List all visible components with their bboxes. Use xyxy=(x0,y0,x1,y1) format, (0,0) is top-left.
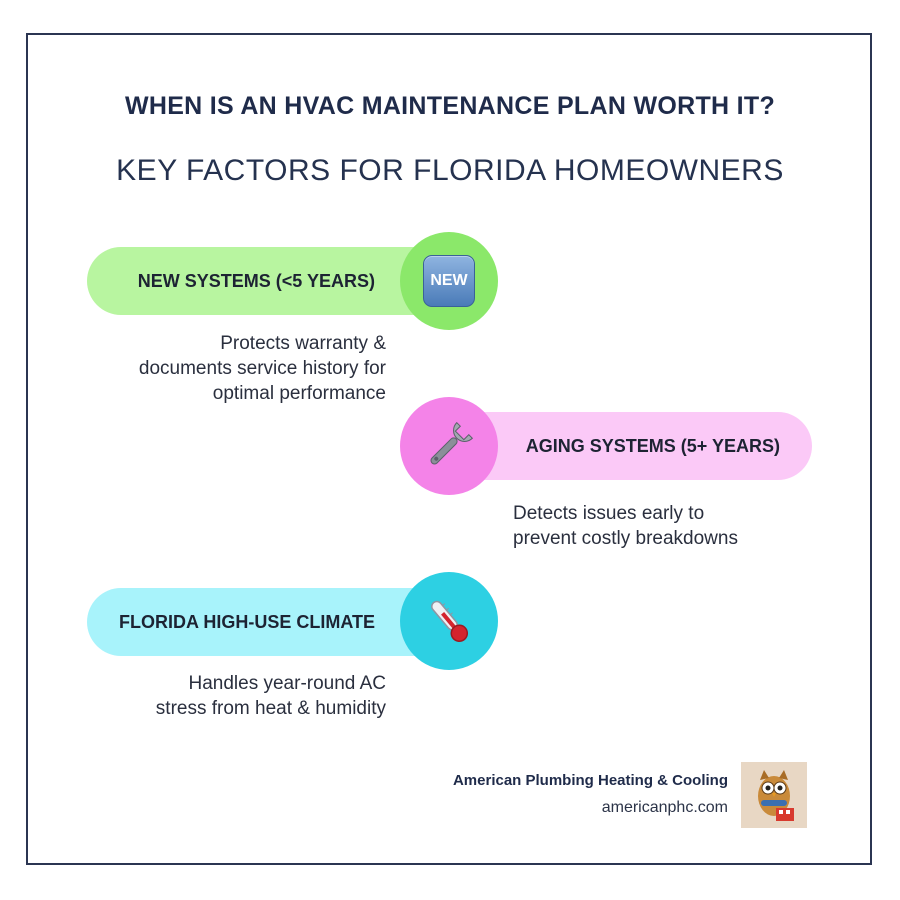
page-subtitle: KEY FACTORS FOR FLORIDA HOMEOWNERS xyxy=(116,154,784,187)
factor-florida-climate-label: FLORIDA HIGH-USE CLIMATE xyxy=(119,611,375,632)
company-name: American Plumbing Heating & Cooling xyxy=(452,772,728,789)
thermometer-icon xyxy=(421,593,477,649)
factor-aging-systems-circle xyxy=(400,397,498,495)
factor-new-systems-description: Protects warranty & documents service history for optimal performance xyxy=(138,333,386,404)
factor-new-systems-label: NEW SYSTEMS (<5 YEARS) xyxy=(137,270,375,291)
factor-florida-climate-circle xyxy=(400,572,498,670)
factor-aging-systems-description: Detects issues early to prevent costly breakdowns xyxy=(513,503,738,549)
owl-mascot-logo xyxy=(741,762,807,828)
factor-aging-systems-label: AGING SYSTEMS (5+ YEARS) xyxy=(525,435,780,456)
page-title: WHEN IS AN HVAC MAINTENANCE PLAN WORTH IT? xyxy=(124,92,776,120)
new-badge-icon: NEW xyxy=(423,255,475,307)
factor-florida-climate-description: Handles year-round AC stress from heat & humidity xyxy=(155,673,386,719)
company-url[interactable]: americanphc.com xyxy=(601,799,728,816)
wrench-icon xyxy=(421,418,477,474)
factor-new-systems-circle xyxy=(400,232,498,330)
